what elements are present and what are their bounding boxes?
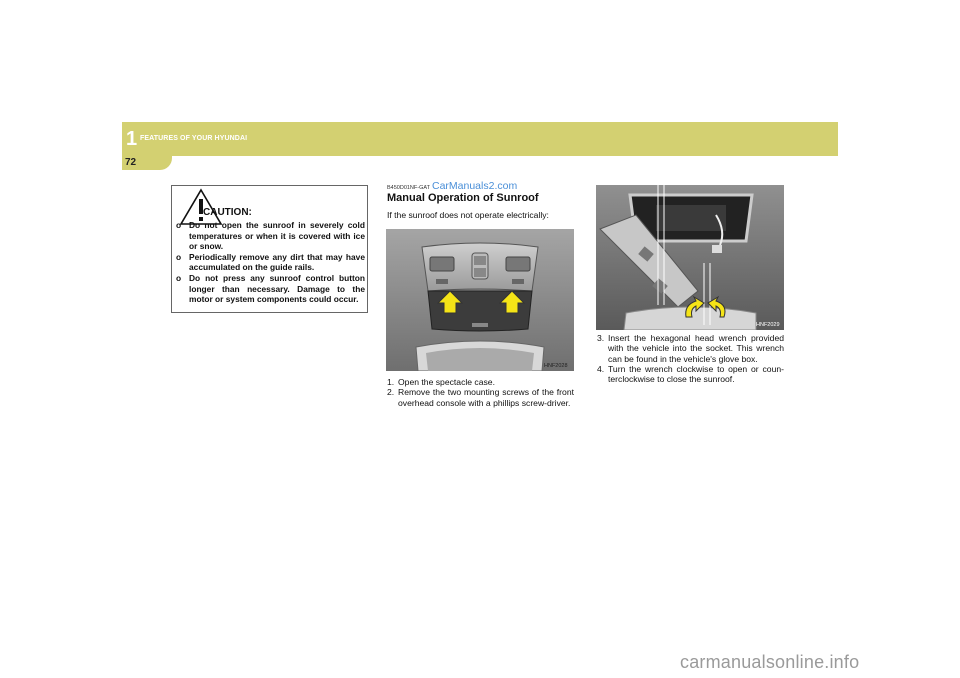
step-item: 1. Open the spectacle case. bbox=[387, 377, 495, 387]
caution-title: CAUTION: bbox=[203, 207, 252, 218]
steps-list-right bbox=[597, 333, 784, 384]
caution-list bbox=[176, 220, 365, 305]
wrench-socket-illustration bbox=[596, 185, 784, 330]
steps-list-left bbox=[387, 377, 574, 408]
figure-code: HNF2029 bbox=[756, 322, 780, 328]
figure-code: HNF2028 bbox=[544, 363, 568, 369]
intro-text: If the sunroof does not operate electrically: bbox=[387, 210, 549, 220]
figure-overhead-console bbox=[386, 229, 574, 371]
chapter-number: 1 bbox=[126, 128, 138, 150]
section-title: Manual Operation of Sunroof bbox=[387, 192, 539, 204]
caution-item: o Do not open the sunroof in severely cold temperatures or when it is covered with ice or snow. bbox=[176, 220, 365, 252]
footer-watermark: carmanualsonline.info bbox=[680, 652, 860, 672]
caution-item: o Periodically remove any dirt that may have accumulated on the guide rails. bbox=[176, 251, 365, 273]
caution-item: o Do not press any sunroof control button longer than necessary. Damage to the motor or system components could occur. bbox=[176, 272, 365, 305]
step-item: 4. Turn the wrench clockwise to open or coun-terclockwise to close the sunroof. bbox=[597, 363, 784, 385]
page-number: 72 bbox=[125, 157, 137, 168]
overhead-console-illustration bbox=[386, 229, 574, 371]
section-code: B450D01NF-GAT bbox=[387, 185, 430, 191]
step-item: 2. Remove the two mounting screws of the front overhead console with a phillips screw-driver. bbox=[387, 387, 574, 408]
figure-wrench-socket bbox=[596, 185, 784, 330]
step-item: 3. Insert the hexagonal head wrench provided with the vehicle into the socket. This wrench can be found in the vehicle's glove box. bbox=[597, 333, 784, 364]
watermark-link[interactable]: CarManuals2.com bbox=[432, 180, 518, 192]
chapter-title: FEATURES OF YOUR HYUNDAI bbox=[140, 135, 248, 142]
